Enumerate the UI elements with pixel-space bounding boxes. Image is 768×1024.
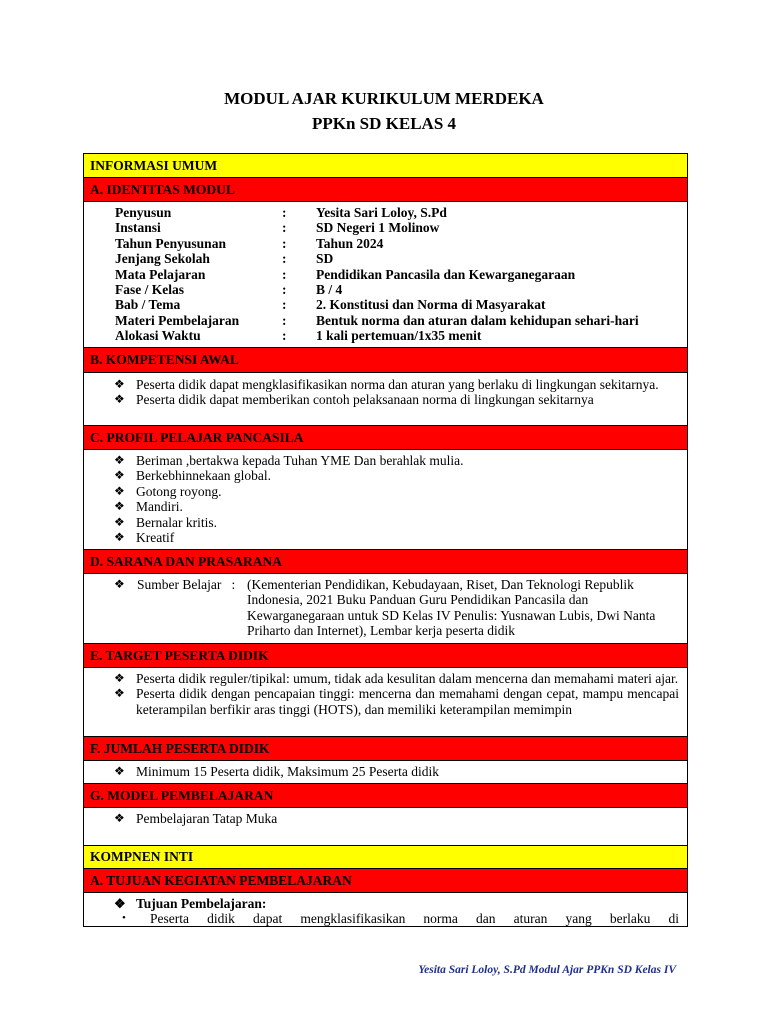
section-header-tujuan: A. TUJUAN KEGIATAN PEMBELAJARAN xyxy=(84,868,687,892)
tujuan-label-row xyxy=(114,896,679,911)
identitas-value: 2. Konstitusi dan Norma di Masyarakat xyxy=(316,297,546,313)
doc-title: MODUL AJAR KURIKULUM MERDEKA xyxy=(224,89,544,108)
sumber-belajar-label: Sumber Belajar : xyxy=(137,577,236,592)
identitas-colon: : xyxy=(282,328,287,344)
identitas-row xyxy=(84,205,687,220)
identitas-colon: : xyxy=(282,297,287,313)
identitas-label: Alokasi Waktu xyxy=(115,328,201,344)
diamond-bullet-icon: ❖ xyxy=(114,377,125,391)
identitas-colon: : xyxy=(282,266,287,282)
tujuan-block xyxy=(84,892,687,927)
diamond-bullet-icon: ❖ xyxy=(114,468,125,483)
list-item: ❖ Peserta didik dapat memberikan contoh pelaksanaan norma di lingkungan sekitarnya xyxy=(114,392,594,408)
diamond-bullet-icon: ❖ xyxy=(114,671,125,685)
identitas-colon: : xyxy=(282,205,287,220)
module-table xyxy=(83,153,688,927)
kompetensi-list xyxy=(84,377,687,408)
diamond-bullet-icon: ❖ xyxy=(114,453,125,467)
identitas-row xyxy=(84,236,687,251)
diamond-bullet-icon: ❖ xyxy=(114,514,125,529)
sumber-belajar-text: (Kementerian Pendidikan, Kebudayaan, Riset, Dan Teknologi Republik Indonesia, 2021 Buku Panduan Guru Pendidikan Pancasila dan Kewarganegaraan untuk SD Kelas IV Penulis: Yusnawan Lubis, Dwi Nanta Priharto dan Internet), Lembar kerja peserta didik xyxy=(247,577,656,639)
tujuan-label: Tujuan Pembelajaran: xyxy=(136,896,267,911)
identitas-colon: : xyxy=(282,220,287,236)
identitas-value: SD Negeri 1 Molinow xyxy=(316,220,440,236)
list-item: ❖ Kreatif xyxy=(114,530,175,546)
section-header-profil: C. PROFIL PELAJAR PANCASILA xyxy=(84,425,687,449)
kompetensi-block xyxy=(84,372,687,425)
identitas-label: Mata Pelajaran xyxy=(115,266,206,282)
identitas-value: Bentuk norma dan aturan dalam kehidupan sehari-hari xyxy=(316,312,639,328)
identitas-value: Yesita Sari Loloy, S.Pd xyxy=(316,205,447,220)
section-header-sarana: D. SARANA DAN PRASARANA xyxy=(84,549,687,573)
identitas-colon: : xyxy=(282,235,287,251)
section-header-identitas: A. IDENTITAS MODUL xyxy=(84,177,687,201)
sumber-belajar-row xyxy=(84,577,687,639)
target-block xyxy=(84,667,687,736)
tujuan-content xyxy=(84,896,687,927)
tujuan-sub-row xyxy=(114,911,679,926)
page-footer: Yesita Sari Loloy, S.Pd Modul Ajar PPKn SD Kelas IV xyxy=(418,964,676,976)
identitas-colon: : xyxy=(282,312,287,328)
identitas-value: 1 kali pertemuan/1x35 menit xyxy=(316,328,482,344)
profil-list xyxy=(84,453,687,545)
identitas-label: Tahun Penyusunan xyxy=(115,235,226,251)
diamond-bullet-icon: ❖ xyxy=(114,811,125,825)
section-header-target: E. TARGET PESERTA DIDIK xyxy=(84,643,687,667)
identitas-row xyxy=(84,267,687,282)
diamond-bullet-icon: ❖ xyxy=(114,483,125,498)
identitas-value: SD xyxy=(316,251,334,267)
list-item: ❖ Peserta didik reguler/tipikal: umum, tidak ada kesulitan dalam mencerna dan memahami materi ajar. xyxy=(114,671,679,686)
identitas-row xyxy=(84,251,687,266)
list-item: ❖ Beriman ,bertakwa kepada Tuhan YME Dan berahlak mulia. xyxy=(114,453,464,468)
model-list xyxy=(84,811,687,826)
identitas-row xyxy=(84,282,687,297)
identitas-label: Instansi xyxy=(115,220,161,236)
identitas-rows xyxy=(84,205,687,344)
sarana-block xyxy=(84,573,687,643)
identitas-label: Penyusun xyxy=(115,205,172,220)
identitas-value: B / 4 xyxy=(316,281,343,297)
section-header-model: G. MODEL PEMBELAJARAN xyxy=(84,783,687,807)
list-item: ❖ Peserta didik dengan pencapaian tinggi: mencerna dan memahami dengan cepat, mampu mencapai keterampilan berfikir aras tinggi (HOTS), dan memiliki keterampilan memimpin xyxy=(114,686,679,717)
target-list xyxy=(84,671,687,717)
identitas-row xyxy=(84,297,687,312)
doc-subtitle: PPKn SD KELAS 4 xyxy=(311,114,457,133)
diamond-bullet-icon: ❖ xyxy=(114,392,125,407)
diamond-bullet-icon: ❖ xyxy=(114,499,125,514)
list-item: ❖ Bernalar kritis. xyxy=(114,514,217,530)
model-block xyxy=(84,807,687,845)
diamond-bullet-icon: ❖ xyxy=(114,530,125,545)
section-header-kompetensi: B. KOMPETENSI AWAL xyxy=(84,347,687,372)
jumlah-block xyxy=(84,760,687,783)
dot-bullet-icon: • xyxy=(122,912,126,925)
identitas-colon: : xyxy=(282,281,287,297)
identitas-label: Bab / Tema xyxy=(115,297,181,313)
identitas-label: Materi Pembelajaran xyxy=(115,312,240,328)
identitas-label: Fase / Kelas xyxy=(115,281,184,297)
diamond-bullet-icon: ❖ xyxy=(114,686,125,701)
profil-block xyxy=(84,449,687,549)
list-item: ❖ Mandiri. xyxy=(114,499,183,515)
diamond-bullet-icon: ❖ xyxy=(114,896,126,911)
diamond-bullet-icon: ❖ xyxy=(114,577,125,591)
section-header-informasi-umum: INFORMASI UMUM xyxy=(84,153,687,177)
section-header-komponen-inti: KOMPNEN INTI xyxy=(84,845,687,868)
identitas-colon: : xyxy=(282,251,287,267)
identitas-row xyxy=(84,313,687,328)
diamond-bullet-icon: ❖ xyxy=(114,764,125,778)
identitas-block xyxy=(84,201,687,347)
list-item: ❖ Berkebhinnekaan global. xyxy=(114,468,271,484)
jumlah-list xyxy=(84,764,687,779)
tujuan-sub-item: Peserta didik dapat mengklasifikasikan norma dan aturan yang berlaku di xyxy=(150,911,679,927)
identitas-value: Tahun 2024 xyxy=(316,235,384,251)
list-item: ❖ Peserta didik dapat mengklasifikasikan norma dan aturan yang berlaku di lingkungan sekitarnya. xyxy=(114,377,659,392)
identitas-row xyxy=(84,328,687,343)
identitas-row xyxy=(84,220,687,235)
list-item: ❖ Minimum 15 Peserta didik, Maksimum 25 Peserta didik xyxy=(114,764,439,779)
list-item: ❖ Gotong royong. xyxy=(114,483,222,499)
section-header-jumlah: F. JUMLAH PESERTA DIDIK xyxy=(84,736,687,760)
list-item: ❖ Pembelajaran Tatap Muka xyxy=(114,811,278,826)
identitas-value: Pendidikan Pancasila dan Kewarganegaraan xyxy=(316,266,576,282)
identitas-label: Jenjang Sekolah xyxy=(115,251,210,267)
